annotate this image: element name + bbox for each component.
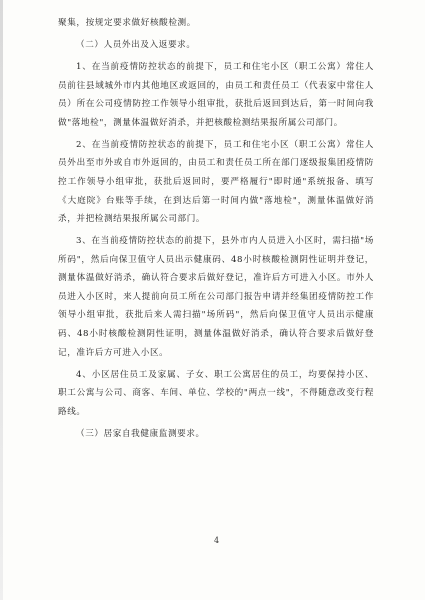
- paragraph-item-3: 3、在当前疫情防控状态的前提下，县外市内人员进入小区时，需扫描"场所码"，然后向保卫值守人员出示健康码、48小时核酸检测阴性证明并登记，测量体温做好消杀，确认符合要求后做好登记，准许后方可进入小区。市外人员进入小区时，来人提前向员工所在公司部门报告申请并经集团疫情防控工作领导小组审批，获批后来人需扫描"场所码"，然后向保卫值守人员出示健康码、48小时核酸检测阴性证明，测量体温做好消杀，确认符合要求后做好登记，准许后方可进入小区。: [58, 236, 374, 358]
- document-body: [58, 14, 374, 447]
- section-heading-self-monitoring: （三）居家自我健康监测要求。: [76, 428, 205, 439]
- paragraph-continuation: 聚集，按规定要求做好核酸检测。: [58, 18, 196, 28]
- page-number: 4: [214, 536, 220, 545]
- paragraph-item-2: 2、在当前疫情防控状态的前提下，员工和住宅小区（职工公寓）常住人员外出至市外或自市外返回的，由员工和责任员工所在部门逐级报集团疫情防控工作领导小组审批，获批后返回时，要严格履行"即时通"系统报备、填写《大庭院》台账等手续，在到达后第一时间内做"落地检"，测量体温做好消杀，并把检测结果报所属公司部门。: [58, 139, 374, 225]
- paragraph-item-4: 4、小区居住员工及家属、子女、职工公寓居住的员工，均要保持小区、职工公寓与公司、商客、车间、单位、学校的"两点一线"，不得随意改变行程路线。: [58, 369, 374, 417]
- section-heading-outbound: （二）人员外出及入返要求。: [76, 39, 196, 50]
- scan-edge: [0, 0, 3, 600]
- paragraph-item-1: 1、在当前疫情防控状态的前提下，员工和住宅小区（职工公寓）常住人员前往县域城外市内其他地区或返回的，由员工和责任员工（代表家中常住人员）所在公司疫情防控工作领导小组审批，获批后返回到达后，第一时间向我做"落地检"，测量体温做好消杀，并把核酸检测结果报所属公司部门。: [58, 61, 374, 128]
